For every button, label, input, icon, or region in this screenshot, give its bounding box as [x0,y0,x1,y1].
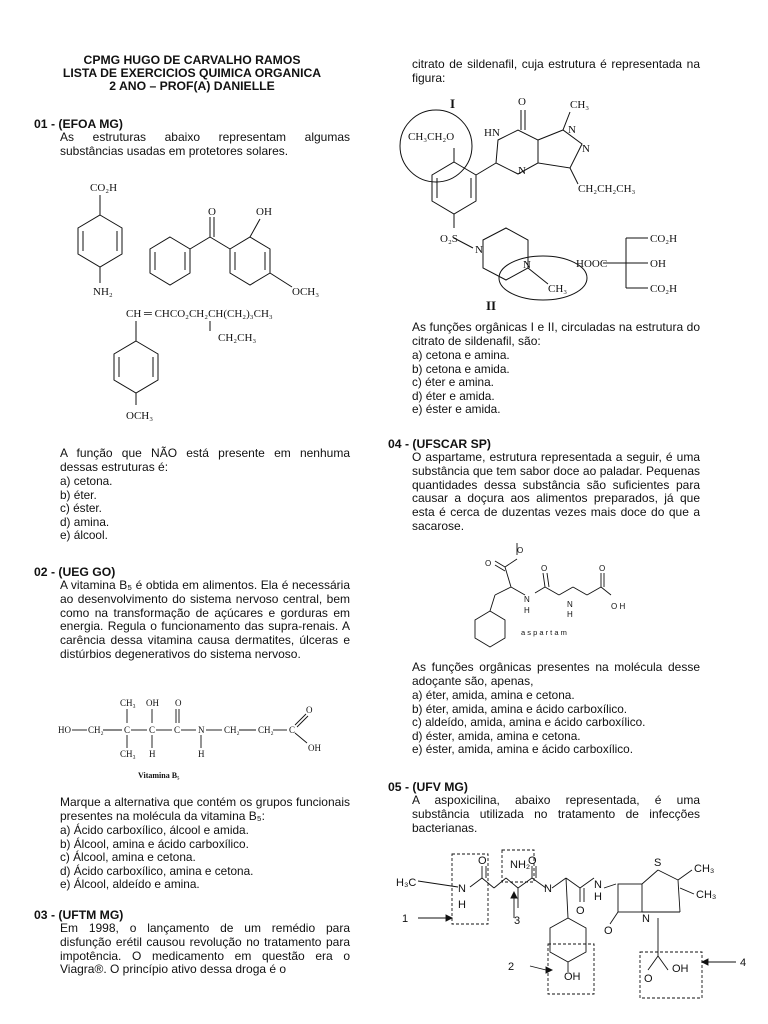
q5-nh2: NH₂ [510,859,531,871]
q1-option-b[interactable]: b) éter. [60,487,97,502]
q3-pip-n1: N [475,244,483,256]
q3-co2h-2: CO₂H [650,283,678,295]
q3-heading: 03 - (UFTM MG) [34,908,124,922]
q5-n3: N [594,879,602,891]
q4-options [412,689,645,757]
q3-pip-ch3: CH₃ [548,283,568,295]
q5-o1: O [478,855,487,867]
q4-n: N [524,595,530,604]
q5-o5: O [644,973,653,985]
q3-ethoxy: CH₃CH₂O [408,131,455,143]
q2-c2: C [149,725,156,735]
q4-heading: 04 - (UFSCAR SP) [388,437,491,451]
q5-o2: O [528,855,537,867]
q3-intro: Em 1998, o lançamento de um remédio para disfunção erétil causou revolução no tratamento para impotência. O medicamento em questão era o Viagra®. O princípio ativo dessa droga é o [60,921,350,977]
q5-oh: OH [564,971,581,983]
q2-option-a[interactable]: a) Ácido carboxílico, álcool e amida. [60,823,249,837]
q3-co2h-1: CO₂H [650,233,678,245]
q5-intro: A aspoxicilina, abaixo representada, é uma substância utilizada no tratamento de infecções bacterianas. [412,793,700,835]
q3-oh: OH [650,258,666,270]
q1-ketone-o: O [208,206,216,218]
q1-och3-b: OCH₃ [126,410,154,422]
q4-caption: a s p a r t a m [521,628,567,637]
q2-oh-top: OH [146,698,159,708]
q2-option-c[interactable]: c) Álcool, amina e cetona. [60,850,196,865]
q2-heading: 02 - (UEG GO) [34,565,116,579]
q1-co2h: CO₂H [90,182,118,194]
q1-option-e[interactable]: e) álcool. [60,528,108,543]
q3-hooc: HOOC [576,258,608,270]
q2-o-top: O [175,698,182,708]
q5-s: S [654,857,662,869]
q4-o1: O [485,559,492,568]
q3-roman-2: II [486,298,497,313]
list-title: LISTA DE EXERCICIOS QUIMICA ORGANICA [62,66,322,80]
q2-vitamin-b5-structure [58,694,358,782]
q2-option-e[interactable]: e) Álcool, aldeído e amina. [60,877,200,892]
q2-ch3-top: CH₃ [120,698,136,708]
q1-options [60,475,112,543]
q4-n2: N [567,600,573,609]
q5-ch3-a: CH₃ [694,863,715,875]
q2-options [60,824,253,892]
q1-och3-a: OCH₃ [292,286,320,298]
q5-marker-4: 4 [740,957,747,969]
q2-question: Marque a alternativa que contém os grupos funcionais presentes na molécula da vitamina B₅: [60,795,350,823]
q2-n: N [198,725,205,735]
q2-oh2: OH [308,743,321,753]
q4-o4: O [599,564,606,573]
q2-intro: A vitamina B₅ é obtida em alimentos. Ela é necessária ao desenvolvimento do sistema nervoso central, bem como na transformação de açúcares e gorduras em energia. Regula o funcionamento das supra-renais. A carência dessa vitamina causa dermatites, úlceras e distúrbios degenerativos do sistema nervoso. [60,578,350,661]
q5-marker-3: 3 [514,915,521,927]
q5-ch3-b: CH₃ [696,889,717,901]
q5-aspoxicillin-structure [396,848,756,1018]
q4-question: As funções orgânicas presentes na molécula desse adoçante são, apenas, [412,660,700,688]
q5-marker-2: 2 [508,961,515,973]
q3-n1: N [568,124,576,136]
q5-n1: N [458,883,466,895]
q4-oh: O H [611,602,626,611]
q5-n2: N [544,883,552,895]
q2-ch2-a: CH₂ [88,725,104,735]
q1-nh2: NH₂ [93,286,113,298]
q3-n2: N [582,143,590,155]
q2-h-bot1: H [149,749,156,759]
q4-aspartame-structure [455,543,695,658]
q4-option-d[interactable]: d) éster, amida, amina e cetona. [412,728,581,743]
q1-intro: As estruturas abaixo representam algumas substâncias usadas em protetores solares. [60,130,350,158]
q3-propyl: CH₂CH₂CH₃ [578,183,636,195]
q5-h3: H [594,891,602,903]
q3-roman-1: I [450,96,456,111]
q2-h-bot2: H [198,749,205,759]
q5-o3: O [576,905,585,917]
q3-n3: N [518,165,526,177]
q4-h: H [524,606,530,615]
q2-ch2-b: CH₂ [224,725,240,735]
q5-h3c: H₃C [396,877,417,889]
q4-o3: O [541,564,548,573]
q2-c4: C [289,725,296,735]
q4-h2: H [567,610,573,619]
q4-option-a[interactable]: a) éter, amida, amina e cetona. [412,688,575,702]
q5-o4: O [604,925,613,937]
q3-intro-continued: citrato de sildenafil, cuja estrutura é representada na figura: [412,57,700,85]
q3-n-ch3: CH₃ [570,99,590,111]
q1-ch2ch3: CH₂CH₃ [218,332,257,344]
q4-option-b[interactable]: b) éter, amida, amina e ácido carboxílico. [412,701,628,716]
q2-ch2-c: CH₂ [258,725,274,735]
q5-marker-1: 1 [402,913,409,925]
q1-question: A função que NÃO está presente em nenhuma dessas estruturas é: [60,446,350,474]
q3-hn: HN [484,127,500,139]
q2-ch3-bot: CH₃ [120,749,136,759]
class-teacher: 2 ANO – PROF(A) DANIELLE [109,79,275,93]
q5-n4: N [642,913,650,925]
q1-chain: CH ═ CHCO₂CH₂CH(CH₂)₃CH₃ [126,308,273,320]
q3-pip-n2: N [523,259,531,271]
q4-option-e[interactable]: e) éster, amida, amina e ácido carboxílico. [412,742,633,757]
q2-option-b[interactable]: b) Álcool, amina e ácido carboxílico. [60,836,249,851]
q5-oh2: OH [672,963,689,975]
q2-c1: C [124,725,131,735]
q2-caption: Vitamina B₅ [138,771,180,780]
school-name: CPMG HUGO DE CARVALHO RAMOS [83,53,301,67]
q3-options [412,349,510,417]
q2-option-d[interactable]: d) Ácido carboxílico, amina e cetona. [60,863,254,878]
q5-h1: H [458,899,466,911]
q2-c3: C [174,725,181,735]
document-header [34,54,350,93]
q3-sildenafil-structure [398,88,698,316]
q5-heading: 05 - (UFV MG) [388,780,468,794]
q3-option-c[interactable]: c) éter e amina. [412,375,494,390]
q3-option-d[interactable]: d) éter e amida. [412,388,495,403]
q3-carbonyl-o: O [518,96,526,108]
q2-o2: O [306,705,313,715]
q1-structures [60,175,360,430]
q3-option-e[interactable]: e) éster e amida. [412,402,501,417]
q1-heading: 01 - (EFOA MG) [34,117,123,131]
q3-option-b[interactable]: b) cetona e amida. [412,361,510,376]
q4-intro: O aspartame, estrutura representada a seguir, é uma substância que tem sabor doce ao paladar. Pequenas quantidades dessa substância são suficientes para causar a doçura aos alimentos preparados, já que esta é cerca de duzentas vezes mais doce do que a sacarose. [412,450,700,533]
q4-option-c[interactable]: c) aldeído, amida, amina e ácido carboxílico. [412,715,646,730]
q4-o2: O [517,546,524,555]
q1-option-d[interactable]: d) amina. [60,514,110,529]
q2-ho: HO [58,725,71,735]
q1-oh: OH [256,206,272,218]
q3-option-a[interactable]: a) cetona e amina. [412,348,510,362]
q1-option-a[interactable]: a) cetona. [60,474,113,488]
q3-o2s: O₂S [440,233,458,245]
q3-question: As funções orgânicas I e II, circuladas na estrutura do citrato de sildenafil, são: [412,320,700,348]
q1-option-c[interactable]: c) éster. [60,501,102,516]
